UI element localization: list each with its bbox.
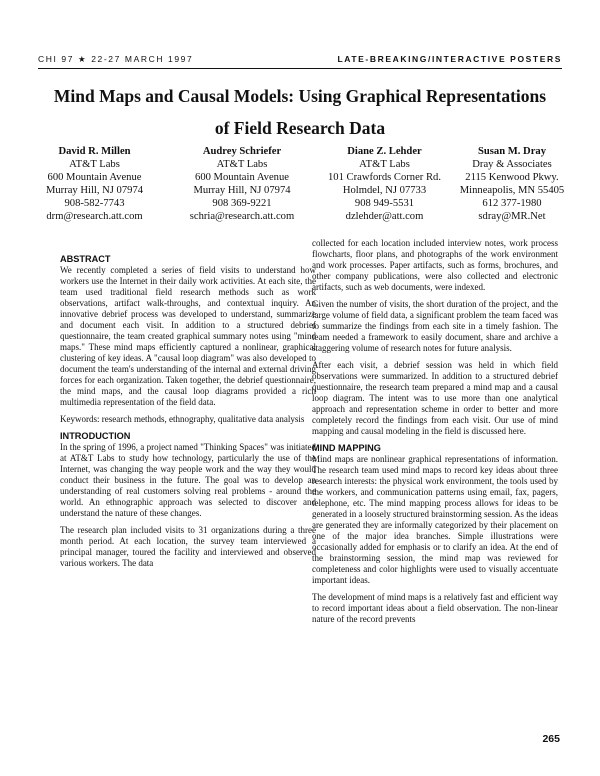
title-line-1: Mind Maps and Causal Models: Using Graphical Representations (53, 86, 547, 106)
author-phone: 908 949-5531 (354, 198, 415, 209)
author-name: David R. Millen (58, 146, 131, 157)
author-street: 101 Crawfords Corner Rd. (328, 172, 441, 183)
body-paragraph-1: collected for each location included interview notes, work process flowcharts, floor plans, and photographs of the work environment and work processes. Paper artifacts, such as forms, brochures, and other company publications, were also collected and electronic artifacts, such as web documents, were indexed. (312, 238, 558, 292)
conference-label: CHI 97 ★ 22-27 MARCH 1997 (38, 54, 194, 64)
title-line-2: of Field Research Data (214, 118, 386, 138)
author-city: Murray Hill, NJ 07974 (45, 185, 144, 196)
author-city: Minneapolis, MN 55405 (459, 185, 565, 196)
author-name: Susan M. Dray (478, 146, 546, 157)
body-paragraph-2: Given the number of visits, the short duration of the project, and the large volume of field data, a significant problem the team faced was to summarize the findings from each site in a timely fashion. The team needed a framework to easily document, share and archive a staggering volume of research notes for future analysis. (312, 299, 558, 353)
section-label: LATE-BREAKING/INTERACTIVE POSTERS (337, 54, 562, 64)
author-email: dzlehder@att.com (345, 211, 424, 222)
author-org: Dray & Associates (472, 159, 552, 170)
page-number: 265 (542, 733, 560, 745)
author-email: schria@research.att.com (189, 211, 295, 222)
author-phone: 612 377-1980 (482, 198, 542, 209)
author-block (32, 145, 572, 250)
author-name: Audrey Schriefer (202, 146, 282, 157)
author-city: Murray Hill, NJ 07974 (193, 185, 291, 196)
author-phone: 908 369-9221 (212, 198, 272, 209)
mind-mapping-paragraph-2: The development of mind maps is a relatively fast and efficient way to record important ideas about a field observation. The non-linear nature of the record prevents (312, 592, 558, 624)
introduction-heading: INTRODUCTION (60, 431, 131, 441)
author-org: AT&T Labs (69, 159, 120, 170)
author-street: 600 Mountain Avenue (47, 172, 142, 183)
introduction-paragraph-2: The research plan included visits to 31 organizations during a three month period. At each location, the survey team interviewed a principal manager, toured the facility and interviewed and observed various workers. The data (60, 525, 316, 568)
introduction-paragraph-1: In the spring of 1996, a project named "Thinking Spaces" was initiated at AT&T Labs to study how technology, particularly the use of the Internet, was changing the way people work and the way they would conduct their business in the future. The goal was to develop an understanding of real customers solving real problems - around the world. An ethnographic approach was selected to discover and understand the nature of these changes. (60, 442, 316, 518)
header-rule (38, 68, 562, 69)
author-org: AT&T Labs (216, 159, 268, 170)
keywords: Keywords: research methods, ethnography, qualitative data analysis (60, 414, 305, 424)
left-column (60, 250, 316, 575)
author-phone: 908-582-7743 (64, 198, 125, 209)
author-name: Diane Z. Lehder (347, 146, 422, 157)
right-column (312, 238, 558, 631)
abstract-heading: ABSTRACT (60, 254, 111, 264)
abstract-text: We recently completed a series of field visits to understand how workers use the Internet in their daily work activities. At each site, the team used traditional field research methods such as work observations, artifact walk-throughs, and contextual inquiry. An innovative debrief process was developed to understand, summarize and document each visit. In addition to a structured debrief questionnaire, the team created graphical summary notes using "mind maps." These mind maps efficiently captured a nonlinear, graphical clustering of key ideas. A "causal loop diagram" was also developed to document the team's understanding of the internal and external driving forces for each organization. Taken together, the debrief questionnaire, the mind maps, and the causal loop diagrams provided a rich multimedia representation of the field data. (60, 265, 316, 407)
author-street: 600 Mountain Avenue (195, 172, 289, 183)
author-email: drm@research.att.com (46, 211, 143, 222)
author-street: 2115 Kenwood Pkwy. (465, 172, 559, 183)
author-city: Holmdel, NJ 07733 (342, 185, 427, 196)
author-org: AT&T Labs (359, 159, 410, 170)
mind-mapping-paragraph-1: Mind maps are nonlinear graphical representations of information. The research team used mind maps to record key ideas about three research interests: the physical work environment, the tools used by the workers, and communication patterns using email, fax, pagers, telephone, etc. The mind mapping process allows for ideas to be generated in a loosely structured brainstorming session. As the ideas are generated they are informally categorized by their placement on one of the major idea branches. Simple illustrations were occasionally added for emphasis or to clarify an idea. At the end of the brainstorming session, the mind map was reviewed for completeness and color highlights were used to visually accentuate important ideas. (312, 454, 558, 585)
author-email: sdray@MR.Net (478, 211, 546, 222)
author-4 (452, 145, 572, 223)
author-2 (177, 145, 307, 223)
mind-mapping-heading: MIND MAPPING (312, 443, 381, 453)
author-1 (32, 145, 157, 223)
author-3 (317, 145, 452, 223)
paper-title (36, 80, 564, 144)
body-paragraph-3: After each visit, a debrief session was held in which field observations were summarized. In addition to a structured debrief questionnaire, the research team prepared a mind map and a causal loop diagram. The intent was to use more than one analytical approach and representation scheme in order to better and more completely record the findings from each visit. Our use of mind mapping and causal modeling in the field is discussed here. (312, 360, 558, 436)
